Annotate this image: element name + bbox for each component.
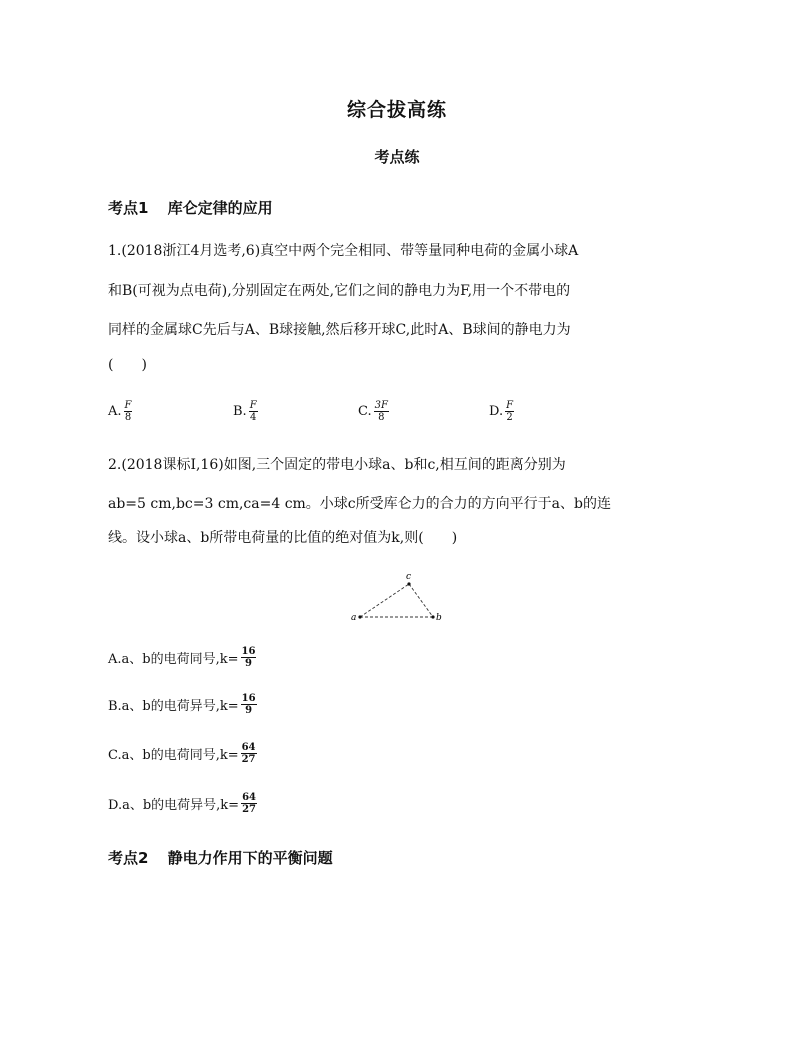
option-label: A.	[108, 404, 122, 419]
option-a	[108, 400, 132, 423]
section-heading-2	[108, 847, 333, 868]
numerator: 64	[241, 742, 256, 753]
question-line: 2.(2018课标Ⅰ,16)如图,三个固定的带电小球a、b和c,相互间的距离分别为	[108, 457, 566, 473]
option-label: B.	[233, 404, 247, 419]
numerator: F	[249, 400, 257, 411]
denominator: 27	[241, 754, 256, 765]
section-heading-1	[108, 197, 273, 218]
numerator: 64	[242, 792, 256, 803]
denominator: 8	[124, 412, 132, 423]
numerator: F	[506, 400, 514, 411]
ball-a	[358, 615, 361, 618]
question-line: ab=5 cm,bc=3 cm,ca=4 cm。小球c所受库仑力的合力的方向平行于a、b的连	[108, 496, 611, 512]
segment-ac	[360, 584, 409, 617]
page-title: 综合拔高练	[346, 99, 447, 121]
fraction	[374, 400, 389, 423]
ball-b	[431, 615, 434, 618]
fraction	[241, 693, 257, 716]
denominator: 8	[378, 412, 385, 423]
section-title: 静电力作用下的平衡问题	[167, 849, 333, 867]
option-label: C.	[358, 404, 372, 419]
question-line: 1.(2018浙江4月选考,6)真空中两个完全相同、带等量同种电荷的金属小球A	[108, 243, 579, 259]
denominator: 9	[244, 658, 252, 669]
segment-bc	[409, 584, 433, 617]
ball-c	[407, 582, 410, 585]
denominator: 9	[245, 705, 253, 716]
denominator: 2	[506, 412, 513, 423]
option-d	[489, 400, 514, 423]
section-title: 库仑定律的应用	[167, 199, 273, 217]
option-text: D.a、b的电荷异号,k=	[108, 798, 240, 813]
option-c	[358, 400, 389, 423]
fraction	[124, 400, 133, 423]
option-a	[108, 646, 256, 669]
answer-bracket: ( )	[108, 357, 147, 373]
option-d	[108, 792, 257, 815]
option-text: C.a、b的电荷同号,k=	[108, 748, 239, 763]
fraction	[249, 400, 258, 423]
question-line: 同样的金属球C先后与A、B球接触,然后移开球C,此时A、B球间的静电力为	[108, 322, 571, 338]
section-label: 考点1	[108, 199, 149, 217]
section-label: 考点2	[108, 849, 149, 867]
page-subtitle: 考点练	[374, 148, 420, 166]
numerator: 16	[241, 693, 256, 704]
option-b	[108, 693, 257, 716]
numerator: 16	[241, 646, 256, 657]
option-c	[108, 742, 257, 765]
triangle-figure	[345, 568, 445, 624]
question-line: 线。设小球a、b所带电荷量的比值的绝对值为k,则( )	[108, 530, 458, 546]
label-b: b	[436, 613, 442, 623]
fraction	[241, 742, 257, 765]
label-c: c	[406, 572, 412, 582]
question-line: 和B(可视为点电荷),分别固定在两处,它们之间的静电力为F,用一个不带电的	[108, 283, 571, 299]
option-text: B.a、b的电荷异号,k=	[108, 699, 239, 714]
option-label: D.	[489, 404, 504, 419]
denominator: 27	[242, 804, 256, 815]
fraction	[241, 792, 257, 815]
denominator: 4	[249, 412, 257, 423]
fraction	[241, 646, 257, 669]
fraction	[505, 400, 514, 423]
numerator: 3F	[374, 400, 388, 411]
numerator: F	[124, 400, 132, 411]
option-text: A.a、b的电荷同号,k=	[108, 652, 239, 667]
option-b	[233, 400, 258, 423]
label-a: a	[351, 613, 357, 623]
